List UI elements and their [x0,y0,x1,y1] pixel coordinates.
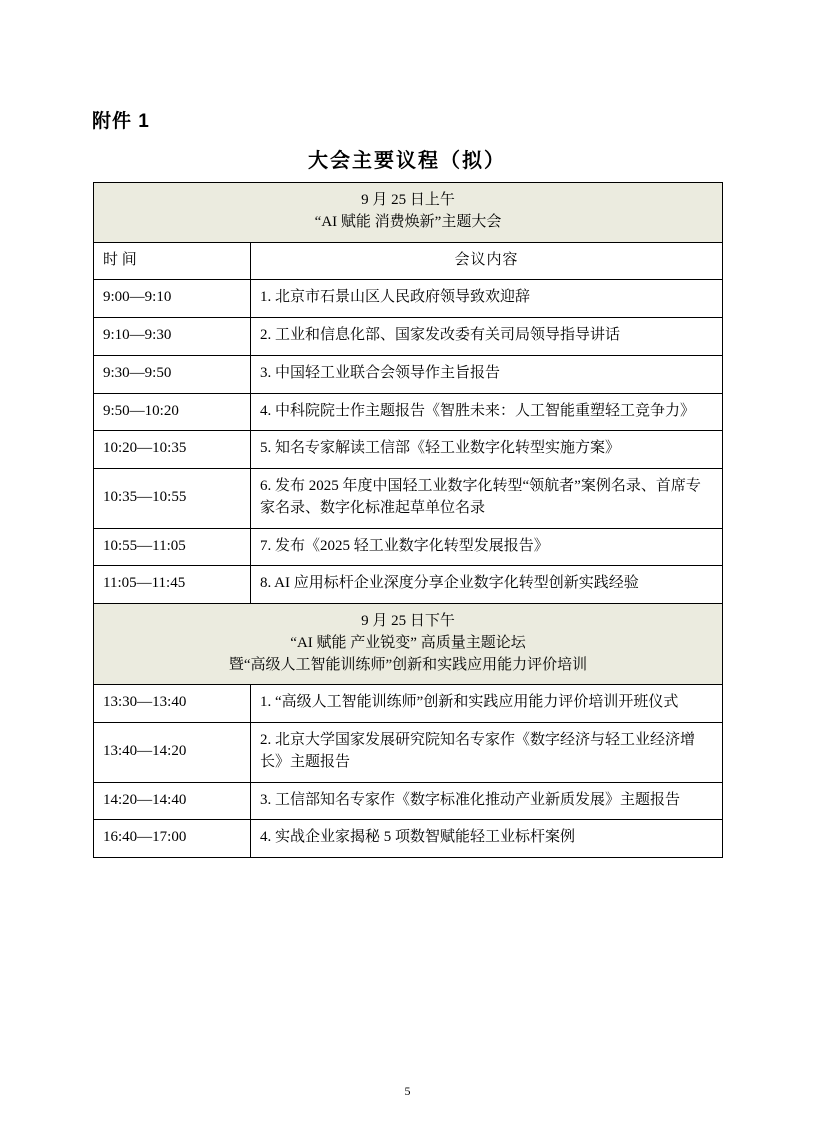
session-header-row [94,604,723,685]
row-time: 10:35—10:55 [94,469,251,529]
session-header-line: 9 月 25 日上午 [361,192,455,208]
agenda-table [93,182,723,858]
row-time: 9:10—9:30 [94,318,251,356]
table-row [94,469,723,529]
table-row [94,782,723,820]
row-time: 13:40—14:20 [94,723,251,783]
row-content: 2. 工业和信息化部、国家发改委有关司局领导指导讲话 [251,318,723,356]
session-header-line: “AI 赋能 产业锐变” 高质量主题论坛 [290,634,526,651]
row-content: 3. 工信部知名专家作《数字标准化推动产业新质发展》主题报告 [251,782,723,820]
row-time: 9:00—9:10 [94,280,251,318]
table-row [94,820,723,858]
table-row [94,431,723,469]
session-header-line: 暨“高级人工智能训练师”创新和实践应用能力评价培训 [228,656,588,673]
row-content: 4. 实战企业家揭秘 5 项数智赋能轻工业标杆案例 [251,820,723,858]
row-time: 10:55—11:05 [94,528,251,566]
row-time: 9:50—10:20 [94,393,251,431]
row-content: 3. 中国轻工业联合会领导作主旨报告 [251,355,723,393]
table-row [94,318,723,356]
row-time: 9:30—9:50 [94,355,251,393]
table-header-row [94,242,723,280]
row-content: 5. 知名专家解读工信部《轻工业数字化转型实施方案》 [251,431,723,469]
session-header-morning [94,183,723,243]
page-number: 5 [404,1084,411,1098]
row-content: 7. 发布《2025 轻工业数字化转型发展报告》 [251,528,723,566]
column-header-time: 时 间 [94,242,251,280]
session-header-line: “AI 赋能 消费焕新”主题大会 [314,213,502,230]
table-row [94,566,723,604]
table-row [94,685,723,723]
row-content: 4. 中科院院士作主题报告《智胜未来：人工智能重塑轻工竞争力》 [251,393,723,431]
table-row [94,393,723,431]
row-time: 13:30—13:40 [94,685,251,723]
session-header-afternoon [94,604,723,685]
row-content: 6. 发布 2025 年度中国轻工业数字化转型“领航者”案例名录、首席专家名录、数字化标准起草单位名录 [251,469,723,529]
session-header-line: 9 月 25 日下午 [361,613,455,629]
row-content: 2. 北京大学国家发展研究院知名专家作《数字经济与轻工业经济增长》主题报告 [251,723,723,783]
session-header-row [94,183,723,243]
row-time: 16:40—17:00 [94,820,251,858]
table-row [94,723,723,783]
row-content: 1. 北京市石景山区人民政府领导致欢迎辞 [251,280,723,318]
table-row [94,355,723,393]
row-time: 11:05—11:45 [94,566,251,604]
page-title: 大会主要议程（拟） [308,150,506,172]
row-time: 14:20—14:40 [94,782,251,820]
column-header-content: 会议内容 [251,242,723,280]
row-content: 1. “高级人工智能训练师”创新和实践应用能力评价培训开班仪式 [251,685,723,723]
table-row [94,528,723,566]
row-content: 8. AI 应用标杆企业深度分享企业数字化转型创新实践经验 [251,566,723,604]
table-row [94,280,723,318]
attachment-label: 附件 1 [92,111,150,132]
row-time: 10:20—10:35 [94,431,251,469]
